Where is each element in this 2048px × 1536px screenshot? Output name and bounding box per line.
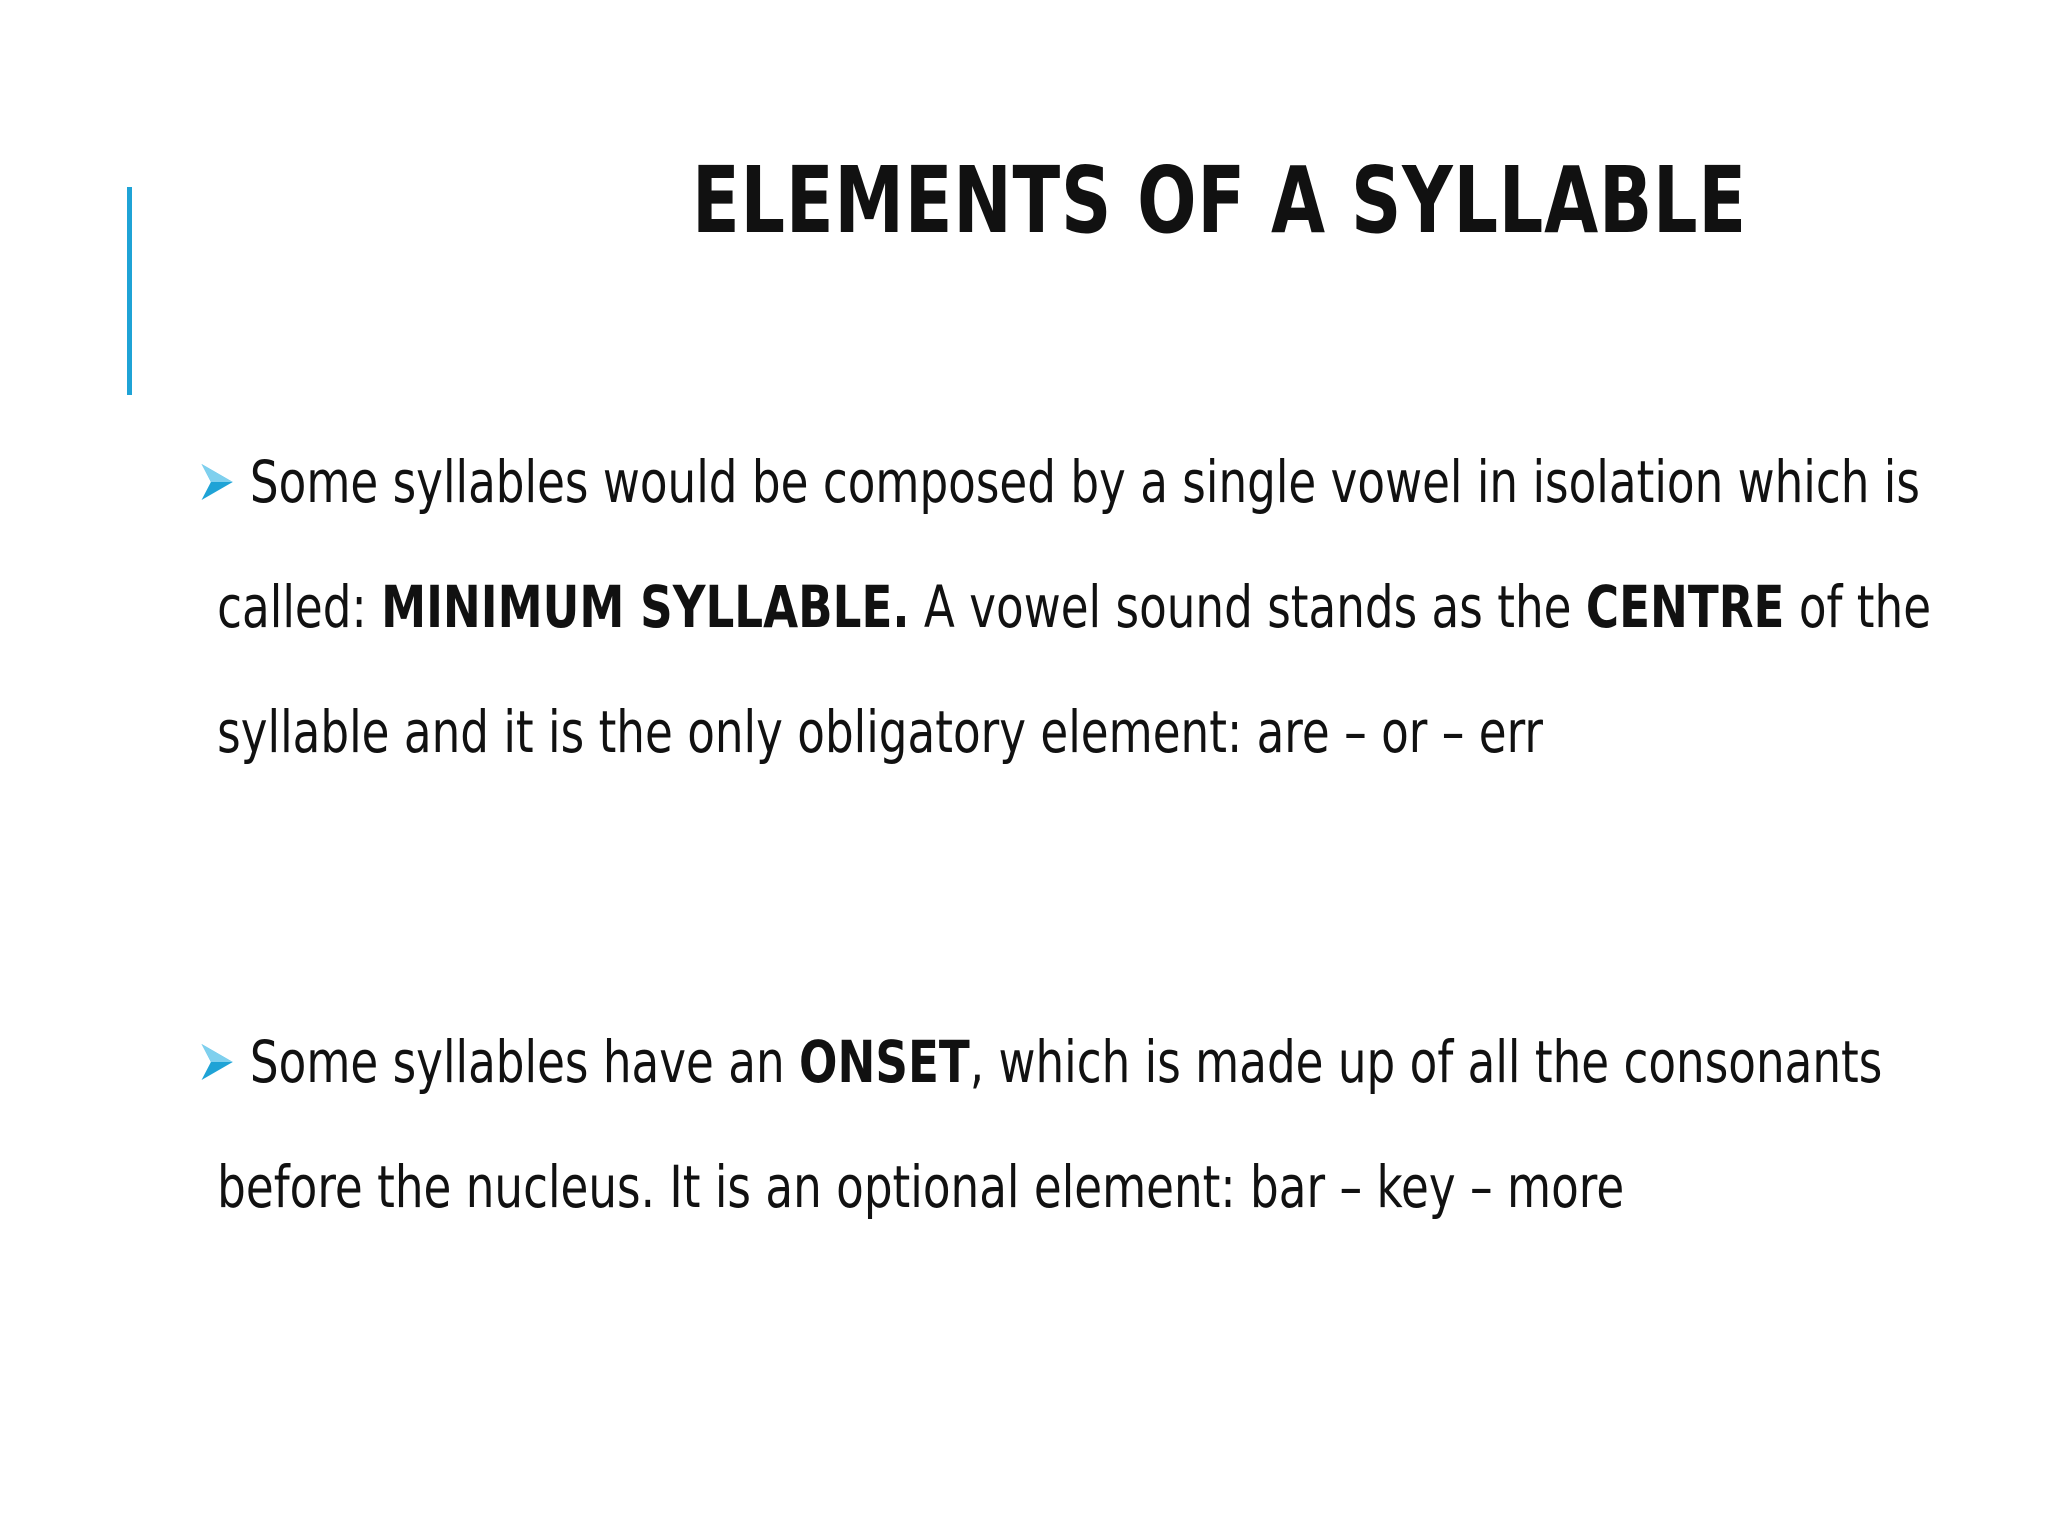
bullet-text: before the nucleus. It is an optional element: bar – key – more (217, 1153, 1625, 1221)
bullet-text: called: (217, 573, 382, 641)
bullet-text: , which is made up of all the consonants (969, 1028, 1883, 1096)
slide-title: ELEMENTS OF A SYLLABLE (692, 147, 1747, 254)
arrow-bullet-icon (200, 460, 234, 504)
bullet-line (200, 670, 1916, 795)
keyword-onset: ONSET (799, 1028, 970, 1096)
bullet-text: syllable and it is the only obligatory element: are – or – err (217, 698, 1544, 766)
bullet-line (200, 420, 1920, 545)
bullet-line (200, 545, 1932, 670)
accent-bar (127, 187, 132, 395)
bullet-text: of the (1784, 573, 1932, 641)
keyword-centre: CENTRE (1585, 573, 1785, 641)
bullet-text: A vowel sound stands as the (909, 573, 1586, 641)
bullet-onset (200, 1000, 1920, 1250)
bullet-text: Some syllables would be composed by a single vowel in isolation which is (249, 448, 1920, 516)
bullet-text: Some syllables have an (249, 1028, 800, 1096)
arrow-bullet-icon (200, 1040, 234, 1084)
bullet-minimum-syllable (200, 420, 1932, 795)
bullet-line (200, 1000, 1916, 1125)
keyword-minimum-syllable: MINIMUM SYLLABLE. (381, 573, 910, 641)
bullet-line (200, 1125, 1916, 1250)
